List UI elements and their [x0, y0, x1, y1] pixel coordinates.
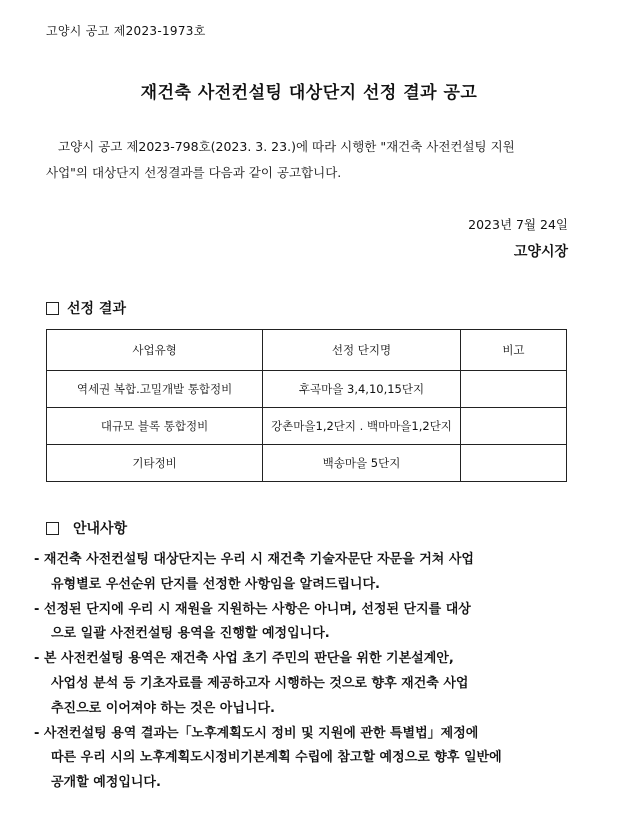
table-cell: 강촌마을1,2단지 . 백마마을1,2단지 [263, 408, 461, 445]
section-heading-result [46, 298, 126, 318]
table-cell: 역세권 복합.고밀개발 통합정비 [47, 371, 263, 408]
table-cell [460, 408, 566, 445]
guide-line: - 재건축 사전컨설팅 대상단지는 우리 시 재건축 기술자문단 자문을 거쳐 사업 [34, 552, 474, 567]
section-heading-guide [46, 518, 127, 538]
notice-number: 고양시 공고 제2023-1973호 [46, 24, 206, 38]
section-heading-text: 선정 결과 [67, 301, 126, 317]
intro-line-2: 사업"의 대상단지 선정결과를 다음과 같이 공고합니다. [46, 165, 342, 180]
result-table [46, 329, 567, 482]
list-item [34, 598, 574, 648]
table-row [47, 408, 567, 445]
list-item [34, 722, 574, 796]
table-cell [460, 371, 566, 408]
guide-line: - 사전컨설팅 용역 결과는「노후계획도시 정비 및 지원에 관한 특별법」제정에 [34, 725, 479, 741]
guide-line: 사업성 분석 등 기초자료를 제공하고자 시행하는 것으로 향후 재건축 사업 [51, 675, 469, 691]
intro-paragraph [46, 134, 566, 186]
guide-line: - 본 사전컨설팅 용역은 재건축 사업 초기 주민의 판단을 위한 기본설계안, [34, 651, 454, 667]
list-item [34, 647, 574, 721]
section-heading-text: 안내사항 [73, 521, 128, 537]
column-header-remarks: 비고 [460, 330, 566, 371]
page-title: 재건축 사전컨설팅 대상단지 선정 결과 공고 [140, 83, 478, 103]
guide-line: 유형별로 우선순위 단지를 선정한 사항임을 알려드립니다. [51, 576, 380, 592]
checkbox-square-icon [46, 522, 59, 535]
guide-line: 따른 우리 시의 노후계획도시정비기본계획 수립에 참고할 예정으로 향후 일반에 [51, 750, 502, 766]
table-header-row [47, 330, 567, 371]
table-cell: 기타정비 [47, 445, 263, 482]
table-cell: 대규모 블록 통합정비 [47, 408, 263, 445]
announcement-date: 2023년 7월 24일 [468, 217, 568, 232]
guide-line: 으로 일괄 사전컨설팅 용역을 진행할 예정입니다. [51, 626, 330, 642]
table-row [47, 445, 567, 482]
table-cell [460, 445, 566, 482]
table-row [47, 371, 567, 408]
checkbox-square-icon [46, 302, 59, 315]
issuer-name: 고양시장 [513, 244, 568, 260]
intro-line-1: 고양시 공고 제2023-798호(2023. 3. 23.)에 따라 시행한 "재건축 사전컨설팅 지원 [58, 139, 515, 154]
column-header-type: 사업유형 [47, 330, 263, 371]
guide-list [34, 548, 574, 796]
list-item [34, 548, 574, 598]
guide-line: - 선정된 단지에 우리 시 재원을 지원하는 사항은 아니며, 선정된 단지를 대상 [34, 601, 471, 617]
table-cell: 후곡마을 3,4,10,15단지 [263, 371, 461, 408]
guide-line: 추진으로 이어져야 하는 것은 아닙니다. [51, 700, 275, 716]
table-cell: 백송마을 5단지 [263, 445, 461, 482]
guide-line: 공개할 예정입니다. [51, 775, 161, 791]
column-header-complex: 선정 단지명 [263, 330, 461, 371]
